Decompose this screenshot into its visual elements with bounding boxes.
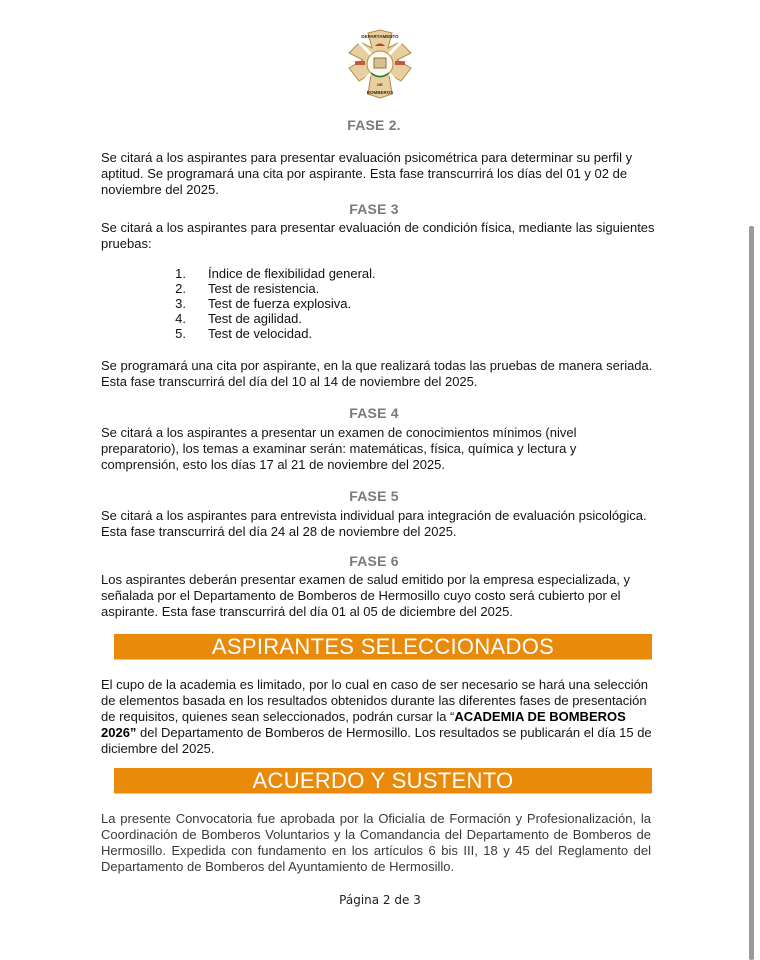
phase-2-title: FASE 2. bbox=[347, 117, 401, 133]
phase-6-text: Los aspirantes deberán presentar examen de salud emitido por la empresa especializada, y señalada por el Departamento de Bomberos de Hermosillo cuyo costo será cubierto por el aspirante. Esta fase transcurrirá del día 01 al 05 de diciembre del 2025. bbox=[101, 572, 630, 619]
phase-5-text: Se citará a los aspirantes para entrevista individual para integración de evaluación psicológica. Esta fase transcurrirá del día 24 al 28 de noviembre del 2025. bbox=[101, 508, 647, 539]
selected-candidates-text: El cupo de la academia es limitado, por lo cual en caso de ser necesario se hará una selección de elementos basada en los resultados obtenidos durante las diferentes fases de presentación de requisitos, quienes sean seleccionados, podrán cursar la “ACADEMIA DE BOMBEROS 2026” del Departamento de Bomberos de Hermosillo. Los resultados se publicarán el día 15 de diciembre del 2025. bbox=[101, 677, 652, 756]
agreement-text: La presente Convocatoria fue aprobada por la Oficialía de Formación y Profesionalización, la Coordinación de Bomberos Voluntarios y la Comandancia del Departamento de Bomberos de Hermosillo. Expedida con fundamento en los artículos 6 bis III, 18 y 45 del Reglamento del Departamento de Bomberos del Ayuntamiento de Hermosillo. bbox=[101, 811, 651, 874]
logo-bottom-text: BOMBEROS bbox=[366, 90, 394, 95]
selected-candidates-banner: ASPIRANTES SELECCIONADOS bbox=[114, 634, 652, 660]
logo-mid-text: DE bbox=[377, 82, 383, 87]
scrollbar-thumb[interactable] bbox=[749, 226, 754, 960]
list-item: 5. Test de velocidad. bbox=[175, 326, 313, 341]
physical-tests-list bbox=[172, 266, 376, 341]
fire-department-logo bbox=[345, 28, 415, 100]
phase-5-title: FASE 5 bbox=[349, 488, 399, 504]
phase-4-title: FASE 4 bbox=[349, 405, 399, 421]
list-item: 2. Test de resistencia. bbox=[175, 281, 320, 296]
list-item: 1. Índice de flexibilidad general. bbox=[175, 266, 376, 281]
logo-top-text: DEPARTAMENTO bbox=[361, 34, 399, 39]
phase-4-text: Se citará a los aspirantes a presentar un examen de conocimientos mínimos (nivel preparatorio), los temas a examinar serán: matemáticas, física, química y lectura y comprensión, esto los días 17 al 21 de noviembre del 2025. bbox=[101, 425, 577, 472]
list-item: 4. Test de agilidad. bbox=[175, 311, 302, 326]
page-number: Página 2 de 3 bbox=[339, 893, 421, 907]
phase-6-title: FASE 6 bbox=[349, 553, 399, 569]
list-item: 3. Test de fuerza explosiva. bbox=[175, 296, 352, 311]
academy-name: ACADEMIA DE BOMBEROS 2026” bbox=[101, 709, 626, 740]
phase-3-title: FASE 3 bbox=[349, 201, 399, 217]
phase-3-text: Se citará a los aspirantes para presentar evaluación de condición física, mediante las siguientes pruebas: bbox=[101, 220, 655, 251]
maltese-cross-icon bbox=[349, 30, 411, 98]
agreement-banner: ACUERDO Y SUSTENTO bbox=[114, 768, 652, 794]
phase-2-text: Se citará a los aspirantes para presentar evaluación psicométrica para determinar su perfil y aptitud. Se programará una cita por aspirante. Esta fase transcurrirá los días del 01 y 02 de noviembre del 2025. bbox=[101, 150, 633, 197]
phase-3-schedule-text: Se programará una cita por aspirante, en la que realizará todas las pruebas de manera seriada. Esta fase transcurrirá del día del 10 al 14 de noviembre del 2025. bbox=[101, 358, 653, 389]
